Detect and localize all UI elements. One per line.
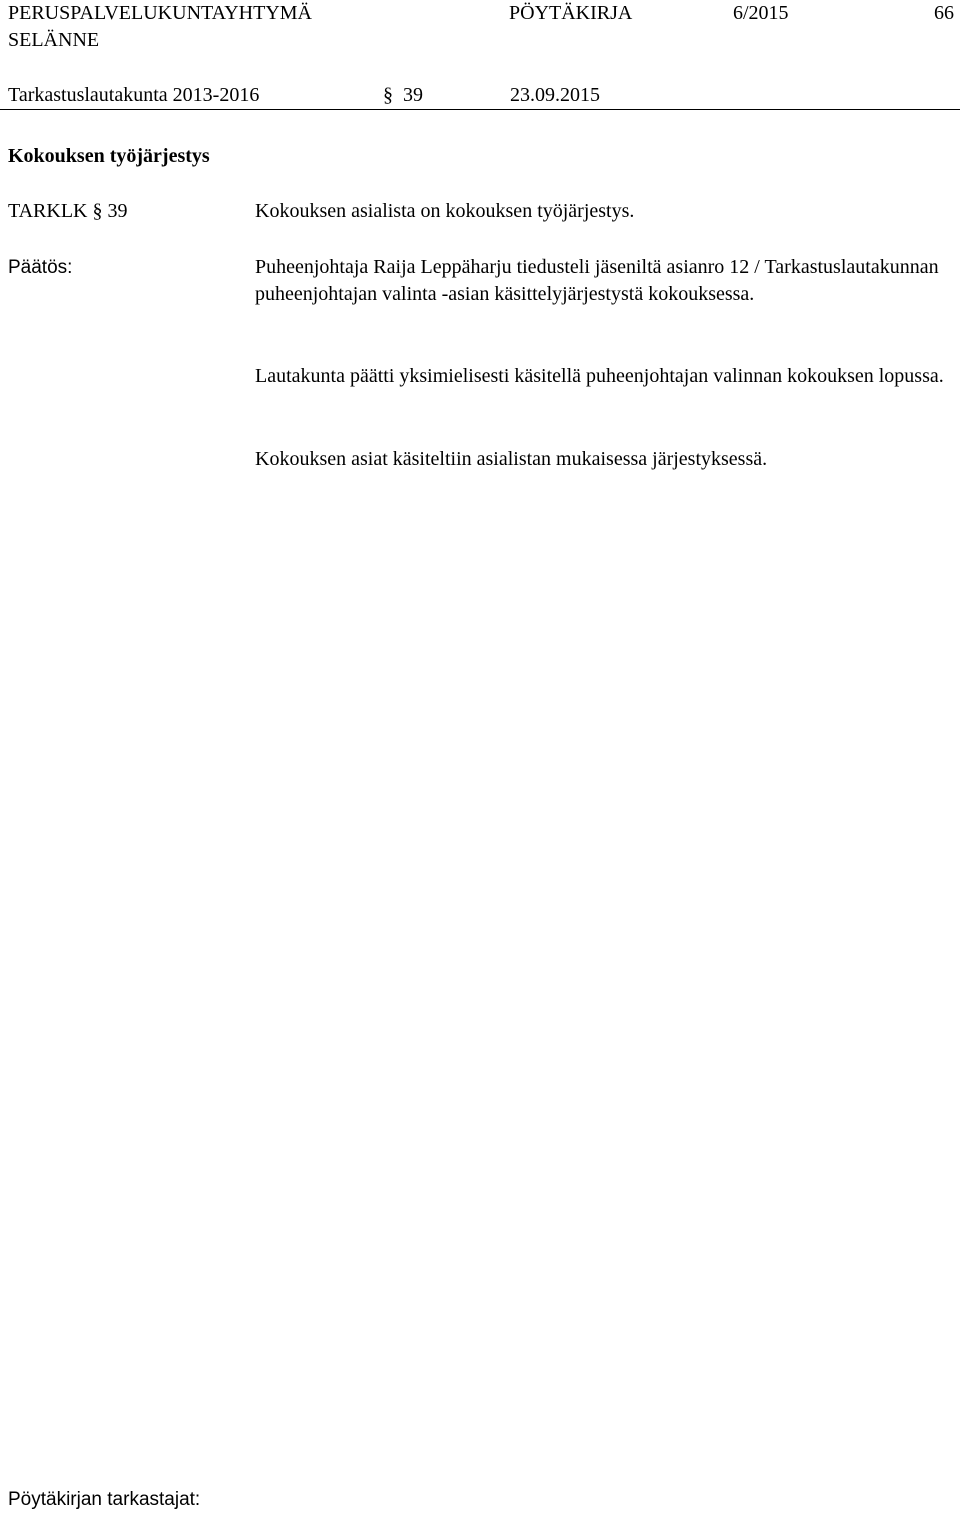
minutes-reviewers-label: Pöytäkirjan tarkastajat: [8, 1489, 201, 1510]
page-number: 66 [934, 2, 954, 24]
section-sign-icon: § [383, 84, 393, 106]
decision-paragraph: Kokouksen asiat käsiteltiin asialistan mukaisessa järjestyksessä. [255, 448, 768, 470]
section-number: 39 [403, 84, 423, 106]
item-description: Kokouksen asialista on kokouksen työjärjestys. [255, 200, 635, 222]
decision-label: Päätös: [8, 257, 73, 278]
organization-subname: SELÄNNE [8, 29, 100, 51]
decision-paragraph: Lautakunta päätti yksimielisesti käsitellä puheenjohtajan valinnan kokouksen lopussa. [255, 365, 944, 387]
decision-paragraph: Puheenjohtaja Raija Leppäharju tiedusteli jäseniltä asianro 12 / Tarkastuslautakunnan puheenjohtajan valinta -asian käsittelyjärjestystä kokouksessa. [255, 256, 939, 305]
document-type: PÖYTÄKIRJA [509, 2, 633, 24]
organization-name: PERUSPALVELUKUNTAYHTYMÄ [8, 2, 313, 24]
issue-number: 6/2015 [733, 2, 789, 24]
section-title: Kokouksen työjärjestys [8, 145, 210, 167]
meeting-date: 23.09.2015 [510, 84, 600, 106]
committee-name: Tarkastuslautakunta 2013-2016 [8, 84, 260, 106]
header-divider [0, 109, 960, 110]
item-label: TARKLK § 39 [8, 200, 128, 222]
